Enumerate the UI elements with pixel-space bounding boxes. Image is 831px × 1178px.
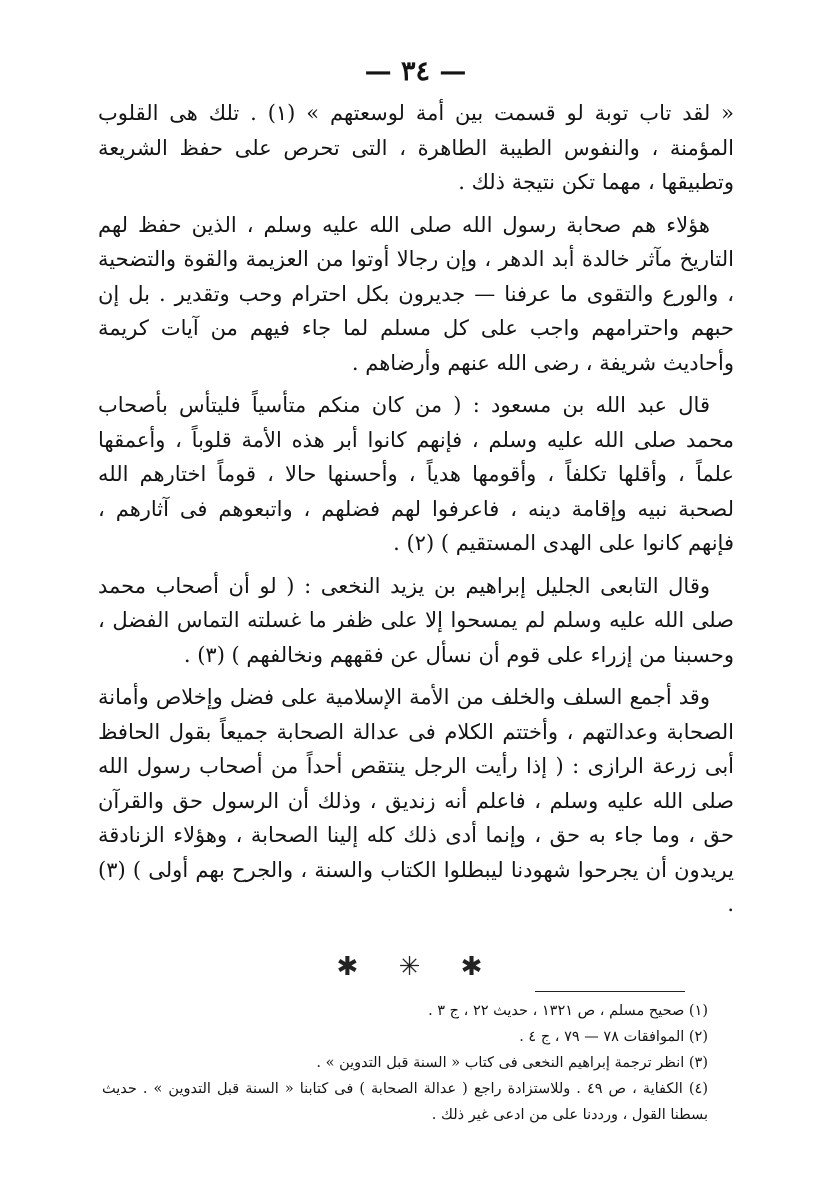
footnotes <box>102 998 728 1128</box>
page-number: — ٣٤ — <box>364 56 467 87</box>
paragraph: هؤلاء هم صحابة رسول الله صلى الله عليه وسلم ، الذين حفظ لهم التاريخ مآثر خالدة أبد الدهر ، وإن رجالا أوتوا من العزيمة والقوة والتضحية ، والورع والتقوى ما عرفنا — جديرون بكل احترام وحب وتقدير . بل إن حبهم واحترامهم واجب على كل مسلم لما جاء فيهم من آيات كريمة وأحاديث شريفة ، رضى الله عنهم وأرضاهم . <box>98 212 734 375</box>
paragraph: وقال التابعى الجليل إبراهيم بن يزيد النخعى : ( لو أن أصحاب محمد صلى الله عليه وسلم لم يمسحوا إلا على ظفر ما غسلته التماس الفضل ، وحسبنا من إزراء على قوم أن نسأل عن فقههم ونخالفهم ) (٣) . <box>98 573 734 667</box>
paragraph: قال عبد الله بن مسعود : ( من كان منكم متأسياً فليتأس بأصحاب محمد صلى الله عليه وسلم ، فإنهم كانوا أبر هذه الأمة قلوباً ، وأعمقها علماً ، وأقلها تكلفاً ، وأقومها هدياً ، وأحسنها حالا ، قوماً اختارهم الله لصحبة نبيه وإقامة دينه ، فاعرفوا لهم فضلهم ، واتبعوهم فى آثارهم ، فإنهم كانوا على الهدى المستقيم ) (٢) . <box>98 393 734 555</box>
footnote: (٢) الموافقات ٧٨ — ٧٩ ، ج ٤ . <box>519 1029 708 1045</box>
footnote-divider <box>535 991 685 992</box>
footnote: (١) صحيح مسلم ، ص ١٣٢١ ، حديث ٢٢ ، ج ٣ . <box>428 1003 708 1019</box>
body-text <box>98 96 734 930</box>
asterism-icon: ✳ <box>398 952 433 982</box>
footnote: (٣) انظر ترجمة إبراهيم النخعى فى كتاب « السنة قبل التدوين » . <box>316 1055 708 1071</box>
section-ornament <box>0 952 831 982</box>
paragraph: وقد أجمع السلف والخلف من الأمة الإسلامية على فضل وإخلاص وأمانة الصحابة وعدالتهم ، وأختتم الكلام فى عدالة الصحابة جميعاً بقول الحافظ أبى زرعة الرازى : ( إذا رأيت الرجل ينتقص أحداً من أصحاب رسول الله صلى الله عليه وسلم ، فاعلم أنه زنديق ، وذلك أن الرسول حق والقرآن حق ، وما جاء به حق ، وإنما أدى ذلك كله إلينا الصحابة ، وهؤلاء الزنادقة يريدون أن يجرحوا شهودنا ليبطلوا الكتاب والسنة ، والجرح بهم أولى ) (٣) . <box>98 685 735 916</box>
footnote: (٤) الكفاية ، ص ٤٩ . وللاستزادة راجع ( عدالة الصحابة ) فى كتابنا « السنة قبل التدوين » . حديث بسطنا القول ، ورددنا على من ادعى غير ذلك . <box>102 1081 708 1123</box>
paragraph: « لقد تاب توبة لو قسمت بين أمة لوسعتهم » (١) . تلك هى القلوب المؤمنة ، والنفوس الطيبة الطاهرة ، التى تحرص على حفظ الشريعة وتطبيقها ، مهما تكن نتيجة ذلك . <box>98 101 734 194</box>
asterism-icon: ✱ <box>460 952 495 982</box>
asterism-icon: ✱ <box>336 952 371 982</box>
